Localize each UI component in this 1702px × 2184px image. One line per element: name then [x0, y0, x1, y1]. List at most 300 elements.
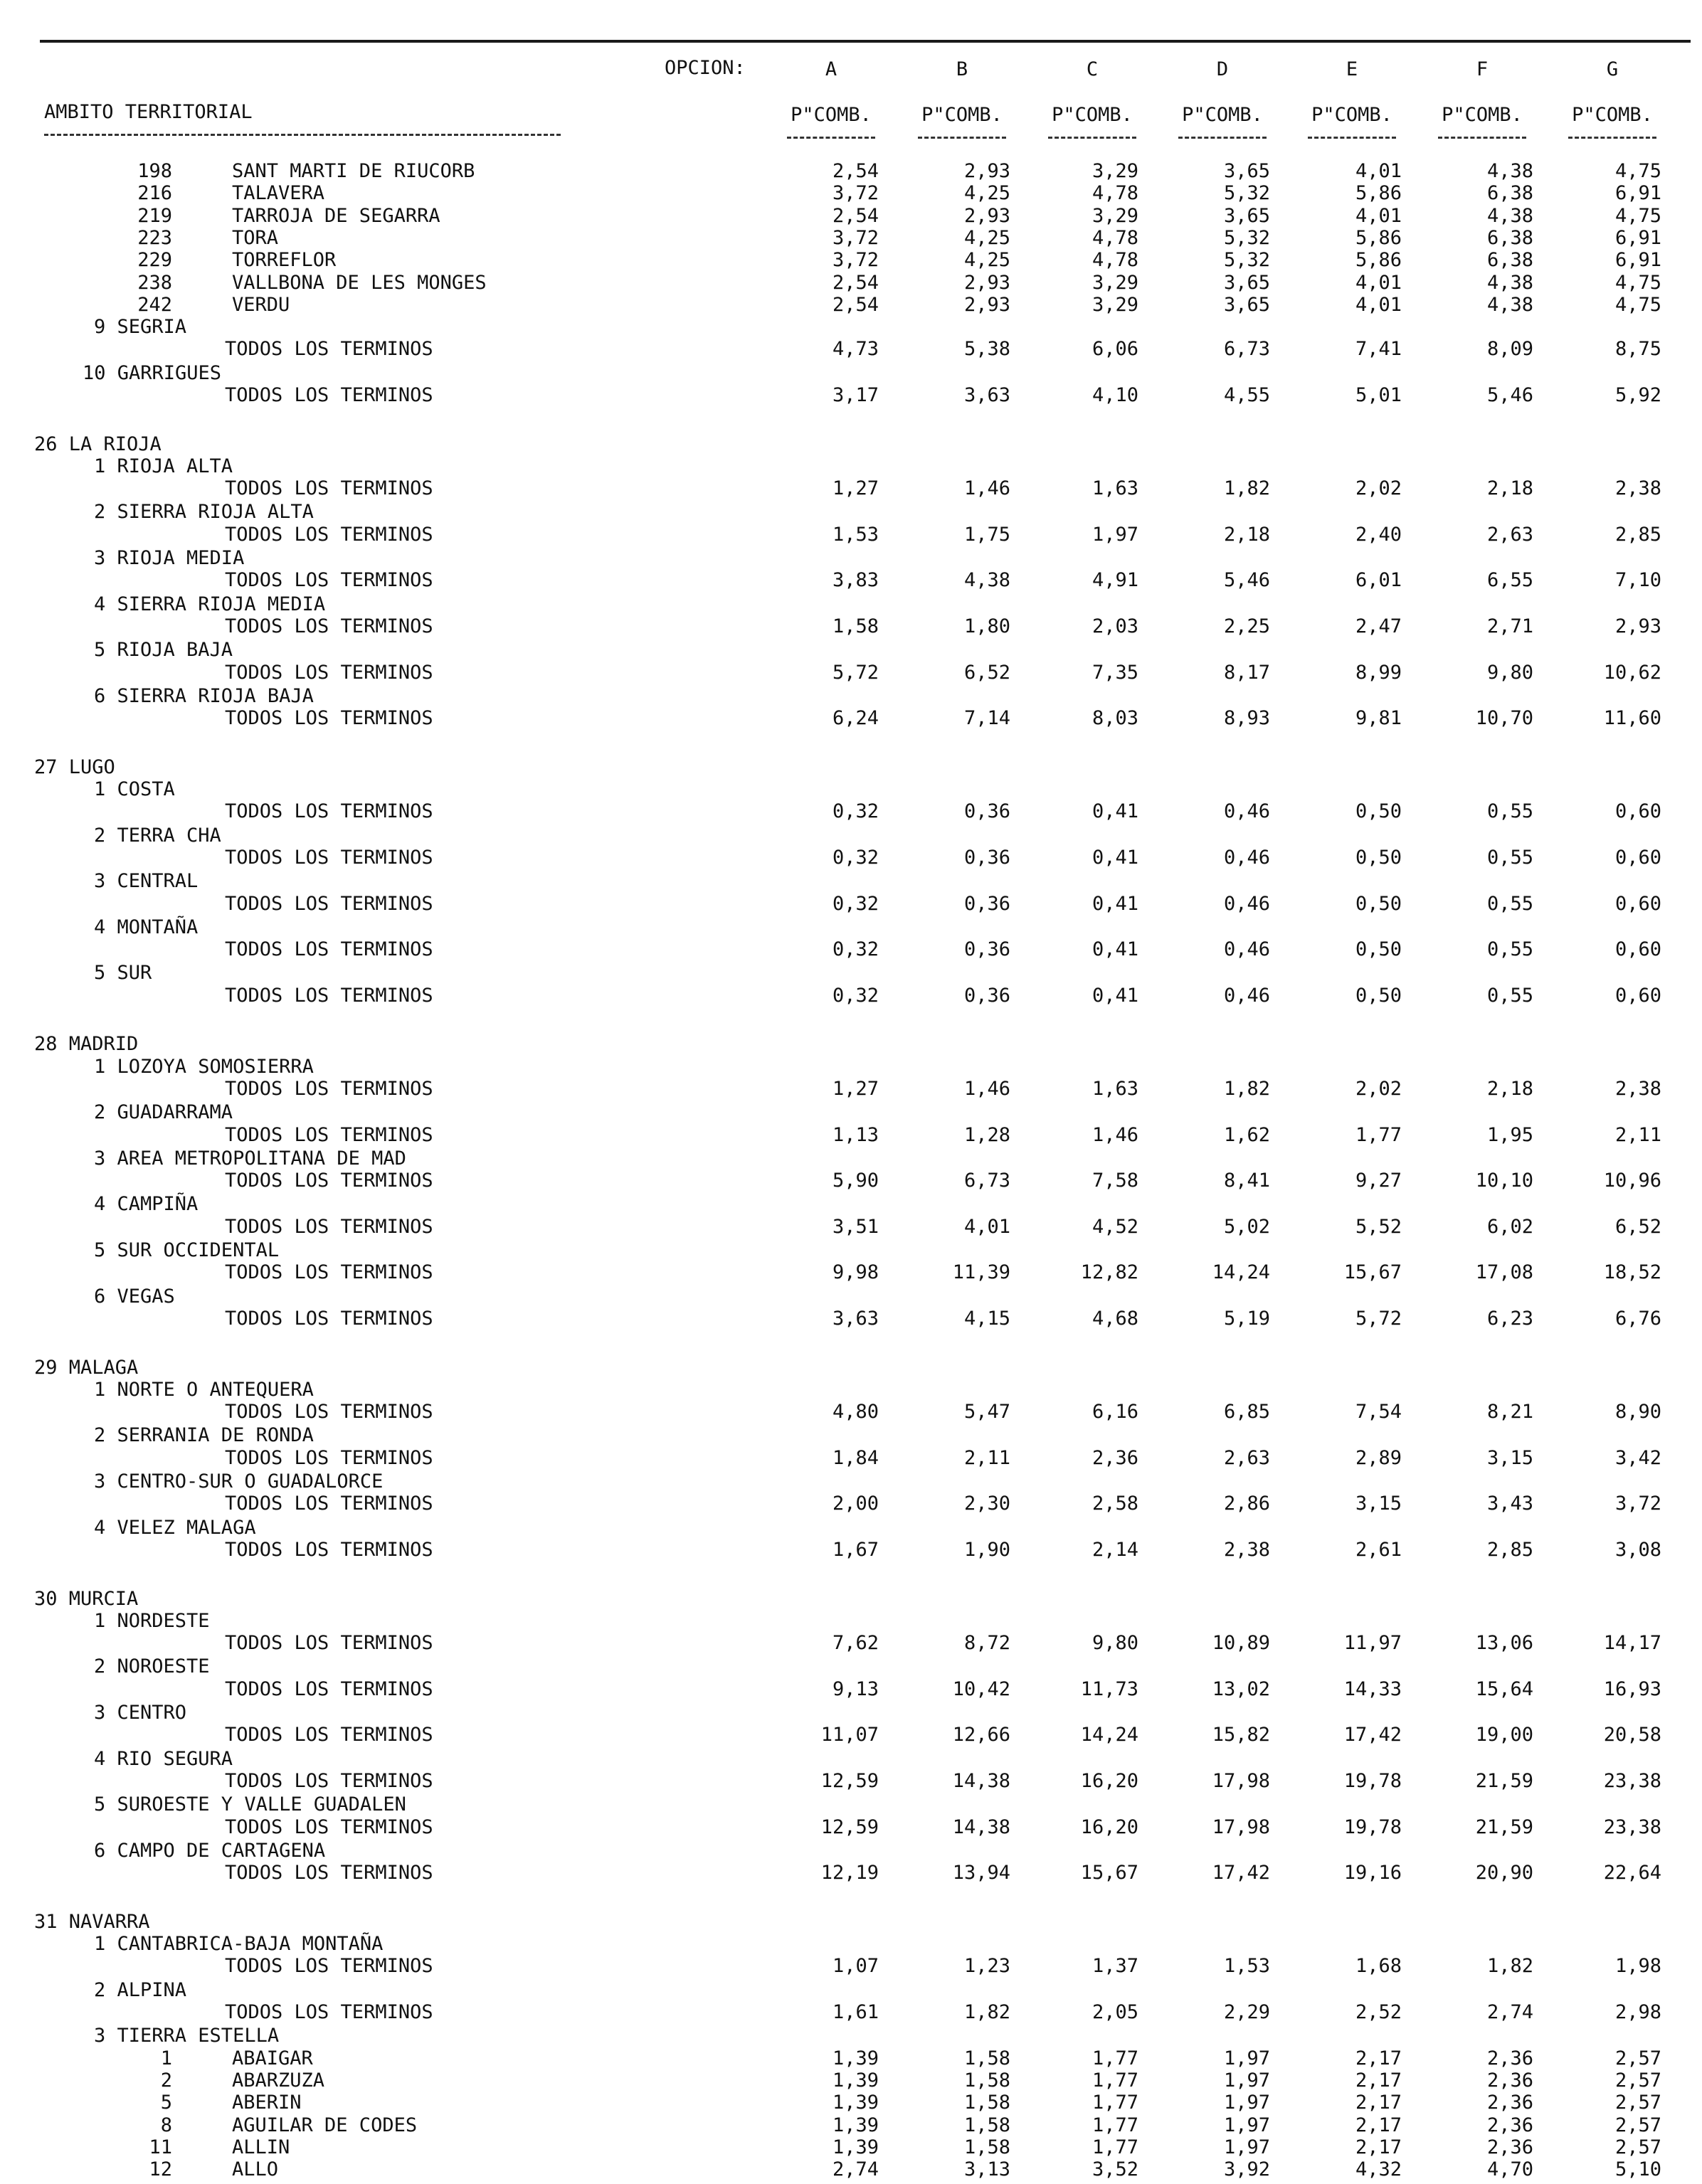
table-row: [0, 1886, 1702, 1909]
value-cell: 16,93: [1603, 1678, 1661, 1700]
value-cell: 6,76: [1614, 1308, 1661, 1330]
value-cell: 3,08: [1614, 1539, 1661, 1561]
table-row: [0, 1401, 1702, 1424]
table-row: [0, 1493, 1702, 1515]
todos-label: TODOS LOS TERMINOS: [225, 662, 433, 684]
table-row: [0, 1261, 1702, 1284]
table-row: [0, 847, 1702, 869]
comarca-label: 3 RIOJA MEDIA: [94, 547, 245, 569]
value-cell: 3,29: [1092, 205, 1138, 227]
value-cell: 3,52: [1092, 2158, 1138, 2180]
value-cell: 1,58: [963, 2047, 1010, 2069]
value-cell: 5,01: [1355, 384, 1402, 406]
term-code: 238: [137, 272, 172, 294]
column-letter: G: [1606, 58, 1619, 80]
value-cell: 5,72: [832, 662, 879, 684]
column-underline: [1568, 137, 1656, 139]
value-cell: 19,78: [1343, 1770, 1402, 1792]
value-cell: 9,13: [832, 1678, 879, 1700]
term-code: 216: [137, 182, 172, 204]
value-cell: 0,32: [832, 985, 879, 1007]
value-cell: 5,46: [1486, 384, 1533, 406]
value-cell: 2,54: [832, 294, 879, 316]
todos-label: TODOS LOS TERMINOS: [225, 1447, 433, 1469]
value-cell: 0,60: [1614, 847, 1661, 869]
value-cell: 0,60: [1614, 800, 1661, 822]
value-cell: 2,30: [963, 1493, 1010, 1515]
table-row: [0, 1517, 1702, 1539]
value-cell: 2,18: [1486, 477, 1533, 499]
value-cell: 2,17: [1355, 2114, 1402, 2136]
value-cell: 1,58: [963, 2069, 1010, 2092]
table-row: [0, 615, 1702, 638]
column-subheader: P"COMB.: [1182, 104, 1263, 126]
value-cell: 17,42: [1212, 1862, 1270, 1884]
value-cell: 4,78: [1092, 227, 1138, 249]
value-cell: 1,77: [1355, 1124, 1402, 1146]
value-cell: 15,64: [1475, 1678, 1533, 1700]
value-cell: 1,39: [832, 2047, 879, 2069]
table-row: [0, 501, 1702, 524]
value-cell: 11,97: [1343, 1632, 1402, 1654]
comarca-label: 4 CAMPIÑA: [94, 1193, 199, 1215]
todos-label: TODOS LOS TERMINOS: [225, 938, 433, 960]
value-cell: 4,25: [963, 227, 1010, 249]
table-row: [0, 707, 1702, 730]
value-cell: 3,92: [1223, 2158, 1270, 2180]
term-name: TALAVERA: [232, 182, 325, 204]
value-cell: 3,43: [1486, 1493, 1533, 1515]
comarca-label: 3 CENTRAL: [94, 870, 199, 892]
value-cell: 8,03: [1092, 707, 1138, 729]
value-cell: 0,32: [832, 893, 879, 915]
value-cell: 1,63: [1092, 477, 1138, 499]
province-label: 30 MURCIA: [34, 1588, 139, 1610]
value-cell: 15,67: [1343, 1261, 1402, 1283]
table-row: [0, 1840, 1702, 1862]
value-cell: 21,59: [1475, 1816, 1533, 1838]
value-cell: 0,55: [1486, 893, 1533, 915]
value-cell: 6,38: [1486, 227, 1533, 249]
column-letter: F: [1476, 58, 1489, 80]
value-cell: 3,13: [963, 2158, 1010, 2180]
value-cell: 16,20: [1080, 1770, 1138, 1792]
table-row: [0, 778, 1702, 801]
value-cell: 2,47: [1355, 615, 1402, 637]
table-row: [0, 1008, 1702, 1031]
value-cell: 4,01: [963, 1216, 1010, 1238]
table-row: [0, 2092, 1702, 2114]
table-row: [0, 1562, 1702, 1585]
value-cell: 14,33: [1343, 1678, 1402, 1700]
value-cell: 0,41: [1092, 985, 1138, 1007]
value-cell: 1,58: [963, 2092, 1010, 2114]
table-row: [0, 1748, 1702, 1771]
value-cell: 2,17: [1355, 2047, 1402, 2069]
value-cell: 1,27: [832, 477, 879, 499]
value-cell: 1,77: [1092, 2092, 1138, 2114]
value-cell: 4,78: [1092, 182, 1138, 204]
comarca-label: 2 TERRA CHA: [94, 825, 221, 847]
comarca-label: 5 RIOJA BAJA: [94, 639, 233, 661]
value-cell: 13,02: [1212, 1678, 1270, 1700]
value-cell: 22,64: [1603, 1862, 1661, 1884]
term-code: 229: [137, 249, 172, 271]
value-cell: 2,85: [1486, 1539, 1533, 1561]
column-letter: A: [825, 58, 837, 80]
value-cell: 0,55: [1486, 938, 1533, 960]
todos-label: TODOS LOS TERMINOS: [225, 1216, 433, 1238]
value-cell: 1,97: [1223, 2069, 1270, 2092]
value-cell: 1,23: [963, 1955, 1010, 1977]
term-name: ALLO: [232, 2158, 279, 2180]
value-cell: 0,41: [1092, 893, 1138, 915]
column-subheader: P"COMB.: [1442, 104, 1523, 126]
value-cell: 10,70: [1475, 707, 1533, 729]
value-cell: 4,70: [1486, 2158, 1533, 2180]
term-code: 11: [149, 2136, 172, 2158]
value-cell: 1,97: [1223, 2136, 1270, 2158]
table-row: [0, 477, 1702, 500]
value-cell: 0,46: [1223, 938, 1270, 960]
column-letter: D: [1216, 58, 1229, 80]
value-cell: 6,38: [1486, 182, 1533, 204]
value-cell: 4,32: [1355, 2158, 1402, 2180]
value-cell: 4,73: [832, 338, 879, 360]
value-cell: 2,38: [1223, 1539, 1270, 1561]
value-cell: 7,10: [1614, 569, 1661, 591]
value-cell: 6,52: [1614, 1216, 1661, 1238]
value-cell: 1,27: [832, 1078, 879, 1100]
comarca-label: 2 ALPINA: [94, 1979, 187, 2001]
comarca-label: 1 CANTABRICA-BAJA MONTAÑA: [94, 1933, 384, 1955]
comarca-label: 6 SIERRA RIOJA BAJA: [94, 685, 314, 707]
todos-label: TODOS LOS TERMINOS: [225, 847, 433, 869]
value-cell: 23,38: [1603, 1770, 1661, 1792]
value-cell: 6,38: [1486, 249, 1533, 271]
value-cell: 4,75: [1614, 294, 1661, 316]
value-cell: 2,17: [1355, 2136, 1402, 2158]
value-cell: 7,14: [963, 707, 1010, 729]
value-cell: 0,36: [963, 847, 1010, 869]
value-cell: 10,62: [1603, 662, 1661, 684]
value-cell: 5,86: [1355, 182, 1402, 204]
comarca-label: 5 SUROESTE Y VALLE GUADALEN: [94, 1793, 406, 1815]
value-cell: 5,46: [1223, 569, 1270, 591]
value-cell: 0,50: [1355, 893, 1402, 915]
value-cell: 0,41: [1092, 800, 1138, 822]
value-cell: 3,72: [832, 182, 879, 204]
value-cell: 2,36: [1486, 2092, 1533, 2114]
value-cell: 0,60: [1614, 985, 1661, 1007]
value-cell: 1,46: [963, 477, 1010, 499]
value-cell: 1,97: [1092, 524, 1138, 546]
value-cell: 8,17: [1223, 662, 1270, 684]
table-row: [0, 182, 1702, 205]
todos-label: TODOS LOS TERMINOS: [225, 800, 433, 822]
table-row: [0, 1357, 1702, 1379]
term-name: TORA: [232, 227, 279, 249]
value-cell: 1,97: [1223, 2114, 1270, 2136]
value-cell: 1,37: [1092, 1955, 1138, 1977]
todos-label: TODOS LOS TERMINOS: [225, 524, 433, 546]
value-cell: 9,80: [1092, 1632, 1138, 1654]
term-code: 12: [149, 2158, 172, 2180]
table-row: [0, 1793, 1702, 1816]
value-cell: 6,91: [1614, 249, 1661, 271]
value-cell: 1,77: [1092, 2069, 1138, 2092]
value-cell: 0,32: [832, 938, 879, 960]
table-row: [0, 1862, 1702, 1885]
table-row: [0, 1101, 1702, 1124]
value-cell: 4,25: [963, 182, 1010, 204]
value-cell: 0,60: [1614, 893, 1661, 915]
value-cell: 7,35: [1092, 662, 1138, 684]
value-cell: 4,38: [963, 569, 1010, 591]
value-cell: 6,06: [1092, 338, 1138, 360]
value-cell: 1,90: [963, 1539, 1010, 1561]
value-cell: 12,82: [1080, 1261, 1138, 1283]
value-cell: 1,58: [832, 615, 879, 637]
todos-label: TODOS LOS TERMINOS: [225, 569, 433, 591]
value-cell: 0,46: [1223, 847, 1270, 869]
value-cell: 0,41: [1092, 847, 1138, 869]
value-cell: 6,52: [963, 662, 1010, 684]
todos-label: TODOS LOS TERMINOS: [225, 1078, 433, 1100]
value-cell: 6,02: [1486, 1216, 1533, 1238]
value-cell: 0,50: [1355, 985, 1402, 1007]
column-underline: [1438, 137, 1526, 139]
value-cell: 2,25: [1223, 615, 1270, 637]
value-cell: 7,62: [832, 1632, 879, 1654]
value-cell: 4,01: [1355, 294, 1402, 316]
value-cell: 5,90: [832, 1170, 879, 1192]
value-cell: 2,86: [1223, 1493, 1270, 1515]
value-cell: 2,93: [963, 294, 1010, 316]
todos-label: TODOS LOS TERMINOS: [225, 1678, 433, 1700]
value-cell: 2,89: [1355, 1447, 1402, 1469]
value-cell: 13,94: [952, 1862, 1010, 1884]
value-cell: 4,10: [1092, 384, 1138, 406]
table-row: [0, 272, 1702, 295]
value-cell: 1,62: [1223, 1124, 1270, 1146]
column-subheader: P"COMB.: [1572, 104, 1653, 126]
table-row: [0, 1955, 1702, 1978]
value-cell: 3,51: [832, 1216, 879, 1238]
comarca-label: 4 VELEZ MALAGA: [94, 1517, 256, 1539]
value-cell: 2,18: [1486, 1078, 1533, 1100]
todos-label: TODOS LOS TERMINOS: [225, 615, 433, 637]
table-row: [0, 1147, 1702, 1170]
value-cell: 2,38: [1614, 477, 1661, 499]
value-cell: 2,58: [1092, 1493, 1138, 1515]
value-cell: 5,72: [1355, 1308, 1402, 1330]
table-row: [0, 1678, 1702, 1701]
value-cell: 8,21: [1486, 1401, 1533, 1423]
value-cell: 0,46: [1223, 800, 1270, 822]
term-code: 2: [160, 2069, 172, 2092]
value-cell: 16,20: [1080, 1816, 1138, 1838]
value-cell: 1,53: [1223, 1955, 1270, 1977]
value-cell: 0,50: [1355, 847, 1402, 869]
term-name: TORREFLOR: [232, 249, 337, 271]
column-underline: [1048, 137, 1136, 139]
term-code: 8: [160, 2114, 172, 2136]
value-cell: 1,58: [963, 2114, 1010, 2136]
table-row: [0, 1056, 1702, 1078]
value-cell: 2,52: [1355, 2001, 1402, 2023]
ambito-underline: [44, 134, 561, 136]
value-cell: 0,55: [1486, 985, 1533, 1007]
value-cell: 2,03: [1092, 615, 1138, 637]
table-row: [0, 1193, 1702, 1216]
value-cell: 4,55: [1223, 384, 1270, 406]
table-row: [0, 1588, 1702, 1611]
comarca-label: 2 NOROESTE: [94, 1655, 210, 1677]
value-cell: 2,14: [1092, 1539, 1138, 1561]
term-code: 1: [160, 2047, 172, 2069]
value-cell: 1,82: [963, 2001, 1010, 2023]
value-cell: 13,06: [1475, 1632, 1533, 1654]
term-name: TARROJA DE SEGARRA: [232, 205, 440, 227]
value-cell: 8,90: [1614, 1401, 1661, 1423]
value-cell: 6,73: [1223, 338, 1270, 360]
value-cell: 0,55: [1486, 800, 1533, 822]
value-cell: 3,72: [832, 249, 879, 271]
comarca-label: 3 CENTRO-SUR O GUADALORCE: [94, 1470, 384, 1493]
column-subheader: P"COMB.: [791, 104, 872, 126]
value-cell: 1,53: [832, 524, 879, 546]
value-cell: 19,00: [1475, 1724, 1533, 1746]
value-cell: 4,80: [832, 1401, 879, 1423]
todos-label: TODOS LOS TERMINOS: [225, 384, 433, 406]
value-cell: 1,46: [963, 1078, 1010, 1100]
value-cell: 2,98: [1614, 2001, 1661, 2023]
comarca-label: 4 MONTAÑA: [94, 916, 199, 938]
value-cell: 4,01: [1355, 272, 1402, 294]
value-cell: 10,10: [1475, 1170, 1533, 1192]
value-cell: 3,83: [832, 569, 879, 591]
column-underline: [787, 137, 875, 139]
opcion-label: OPCION:: [665, 57, 746, 79]
comarca-label: 9 SEGRIA: [94, 316, 187, 338]
todos-label: TODOS LOS TERMINOS: [225, 2001, 433, 2023]
value-cell: 2,85: [1614, 524, 1661, 546]
value-cell: 6,55: [1486, 569, 1533, 591]
value-cell: 1,39: [832, 2092, 879, 2114]
value-cell: 7,54: [1355, 1401, 1402, 1423]
value-cell: 1,39: [832, 2136, 879, 2158]
value-cell: 1,75: [963, 524, 1010, 546]
term-code: 198: [137, 160, 172, 182]
value-cell: 1,46: [1092, 1124, 1138, 1146]
table-row: [0, 1979, 1702, 2002]
value-cell: 1,82: [1486, 1955, 1533, 1977]
term-name: VERDU: [232, 294, 290, 316]
value-cell: 19,16: [1343, 1862, 1402, 1884]
value-cell: 5,10: [1614, 2158, 1661, 2180]
value-cell: 1,97: [1223, 2092, 1270, 2114]
value-cell: 2,11: [963, 1447, 1010, 1469]
value-cell: 2,54: [832, 160, 879, 182]
comarca-label: 10 GARRIGUES: [83, 362, 222, 384]
table-row: [0, 1816, 1702, 1839]
column-underline: [1308, 137, 1396, 139]
todos-label: TODOS LOS TERMINOS: [225, 1770, 433, 1792]
value-cell: 7,58: [1092, 1170, 1138, 1192]
value-cell: 2,36: [1092, 1447, 1138, 1469]
value-cell: 4,38: [1486, 205, 1533, 227]
table-row: [0, 1124, 1702, 1147]
value-cell: 2,57: [1614, 2114, 1661, 2136]
comarca-label: 3 CENTRO: [94, 1702, 187, 1724]
value-cell: 2,63: [1486, 524, 1533, 546]
table-row: [0, 2047, 1702, 2070]
value-cell: 1,84: [832, 1447, 879, 1469]
term-code: 242: [137, 294, 172, 316]
value-cell: 5,52: [1355, 1216, 1402, 1238]
value-cell: 2,71: [1486, 615, 1533, 637]
value-cell: 5,19: [1223, 1308, 1270, 1330]
value-cell: 2,11: [1614, 1124, 1661, 1146]
value-cell: 5,02: [1223, 1216, 1270, 1238]
todos-label: TODOS LOS TERMINOS: [225, 1816, 433, 1838]
table-row: [0, 205, 1702, 228]
value-cell: 1,13: [832, 1124, 879, 1146]
value-cell: 10,42: [952, 1678, 1010, 1700]
term-code: 219: [137, 205, 172, 227]
todos-label: TODOS LOS TERMINOS: [225, 1124, 433, 1146]
value-cell: 4,75: [1614, 272, 1661, 294]
value-cell: 17,98: [1212, 1770, 1270, 1792]
table-row: [0, 1286, 1702, 1308]
column-subheader: P"COMB.: [1311, 104, 1392, 126]
comarca-label: 1 LOZOYA SOMOSIERRA: [94, 1056, 314, 1078]
value-cell: 9,27: [1355, 1170, 1402, 1192]
table-row: [0, 2069, 1702, 2092]
value-cell: 3,29: [1092, 272, 1138, 294]
value-cell: 0,46: [1223, 893, 1270, 915]
todos-label: TODOS LOS TERMINOS: [225, 1955, 433, 1977]
value-cell: 1,39: [832, 2069, 879, 2092]
todos-label: TODOS LOS TERMINOS: [225, 477, 433, 499]
value-cell: 2,57: [1614, 2069, 1661, 2092]
column-subheader: P"COMB.: [1052, 104, 1133, 126]
table-row: [0, 294, 1702, 317]
table-row: [0, 1331, 1702, 1354]
value-cell: 2,38: [1614, 1078, 1661, 1100]
comarca-label: 4 RIO SEGURA: [94, 1748, 233, 1770]
value-cell: 3,65: [1223, 160, 1270, 182]
value-cell: 11,73: [1080, 1678, 1138, 1700]
todos-label: TODOS LOS TERMINOS: [225, 1539, 433, 1561]
table-row: [0, 1655, 1702, 1678]
value-cell: 1,82: [1223, 1078, 1270, 1100]
table-row: [0, 825, 1702, 847]
value-cell: 7,41: [1355, 338, 1402, 360]
value-cell: 6,85: [1223, 1401, 1270, 1423]
value-cell: 20,90: [1475, 1862, 1533, 1884]
column-letter: E: [1346, 58, 1358, 80]
table-row: [0, 662, 1702, 684]
value-cell: 1,77: [1092, 2136, 1138, 2158]
value-cell: 2,36: [1486, 2114, 1533, 2136]
value-cell: 0,32: [832, 800, 879, 822]
table-row: [0, 800, 1702, 823]
table-row: [0, 2136, 1702, 2159]
value-cell: 1,95: [1486, 1124, 1533, 1146]
table-row: [0, 685, 1702, 708]
